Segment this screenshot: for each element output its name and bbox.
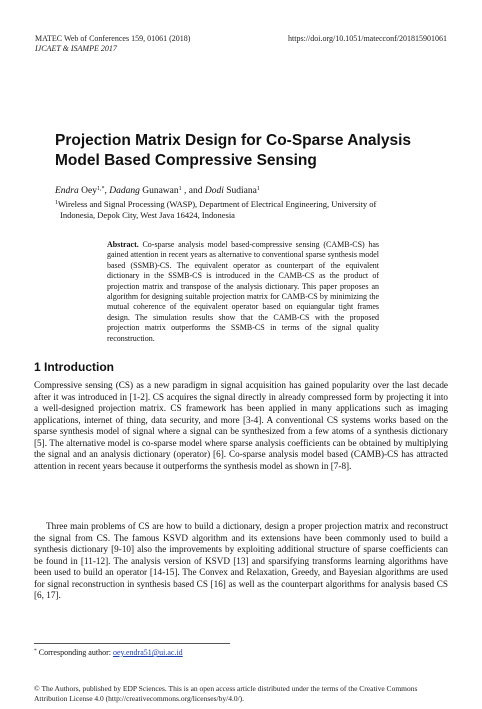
intro-paragraph-2: Three main problems of CS are how to build a dictionary, design a proper projection matrix and reconstruct the signal from CS. The famous KSVD algorithm and its extensions have been commonly used to build a synthesis dictionary [9-10] also the improvements by exploiting additional structure of sparse coefficients can be found in [11-12]. The analysis version of KSVD [13] and sparsifying transforms learning algorithms have been used to build an operator [14-15]. The Convex and Relaxation, Greedy, and Bayesian algorithms are used for signal reconstruction in synthesis based CS [16] as well as the counterpart algorithms for analysis based CS [6, 17]. bbox=[34, 521, 448, 600]
affiliation-line-1: Wireless and Signal Processing (WASP), Department of Electrical Engineering, University of bbox=[58, 199, 377, 209]
affiliation bbox=[55, 199, 435, 221]
author-3-last: Sudiana bbox=[226, 186, 257, 196]
paper-title: Projection Matrix Design for Co-Sparse Analysis Model Based Compressive Sensing bbox=[55, 132, 412, 169]
affiliation-sup: 1 bbox=[55, 200, 58, 206]
conference-name: IJCAET & ISAMPE 2017 bbox=[35, 44, 117, 53]
abstract-text: Co-sparse analysis model based-compressive sensing (CAMB-CS) has gained attention in recent years as alternative to conventional sparse synthesis model based (SSMB)-CS. The equivalent operator as counterpart of the equivalent dictionary in the SSMB-CS is introduced in the CAMB-CS as the product of projection matrix and transpose of the analysis dictionary. This paper proposes an algorithm for designing suitable projection matrix for CAMB-CS by minimizing the mutual coherence of the equivalent operator based on equiangular tight frames design. The simulation results show that the CAMB-CS with the proposed projection matrix outperforms the SSMB-CS in terms of the signal quality reconstruction. bbox=[107, 240, 379, 343]
footnote-mark: * bbox=[34, 648, 37, 654]
author-email-link[interactable]: oey.endra51@ui.ac.id bbox=[112, 648, 183, 657]
footnote-label: Corresponding author: bbox=[38, 648, 111, 657]
journal-line: MATEC Web of Conferences 159, 01061 (2018) bbox=[35, 34, 191, 43]
author-1-first: Endra bbox=[55, 186, 79, 196]
license-notice: © The Authors, published by EDP Sciences. This is an open access article distributed under the terms of the Creative Commons Attribution License 4.0 (http://creativecommons.org/licenses/by/4.0/). bbox=[34, 684, 418, 703]
intro-paragraph-1: Compressive sensing (CS) as a new paradigm in signal acquisition has gained popularity over the last decade after it was introduced in [1-2]. CS acquires the signal directly in already compressed form by projecting it into a well-designed projection matrix. CS framework has been applied in many applications such as imaging applications, internet of thing, data security, and more [3-4]. A conventional CS systems works based on the sparse synthesis model of signal where a signal can be synthesized from a few atoms of a synthesis dictionary [5]. The alternative model is co-sparse model where sparse analysis coefficients can be obtained by multiplying the signal and an analysis dictionary (operator) [6]. Co-sparse analysis model based (CAMB)-CS has attracted attention in recent years because it outperforms the synthesis model as shown in [7-8]. bbox=[34, 380, 448, 471]
doi-link[interactable]: https://doi.org/10.1051/matecconf/201815901061 bbox=[288, 34, 447, 43]
author-1-sup: 1,* bbox=[96, 186, 105, 192]
abstract bbox=[107, 240, 379, 344]
footnote bbox=[34, 648, 183, 658]
author-separator: , and bbox=[183, 186, 203, 196]
author-3-sup: 1 bbox=[256, 186, 260, 192]
abstract-label: Abstract. bbox=[107, 240, 139, 249]
author-2-sup: 1 bbox=[178, 186, 182, 192]
section-heading: 1 Introduction bbox=[34, 360, 114, 374]
affiliation-line-2: Indonesia, Depok City, West Java 16424, Indonesia bbox=[60, 210, 235, 220]
running-header-left bbox=[35, 34, 265, 54]
author-1-last: Oey bbox=[81, 186, 97, 196]
author-2-first: Dadang bbox=[109, 186, 140, 196]
author-line: Endra Oey$^{1,*}$, Dadang Gunawan$^1$ , and Dodi Sudiana$^1$ bbox=[55, 186, 260, 196]
author-3-first: Dodi bbox=[204, 186, 224, 196]
footnote-divider bbox=[34, 643, 230, 644]
author-2-last: Gunawan bbox=[142, 186, 179, 196]
